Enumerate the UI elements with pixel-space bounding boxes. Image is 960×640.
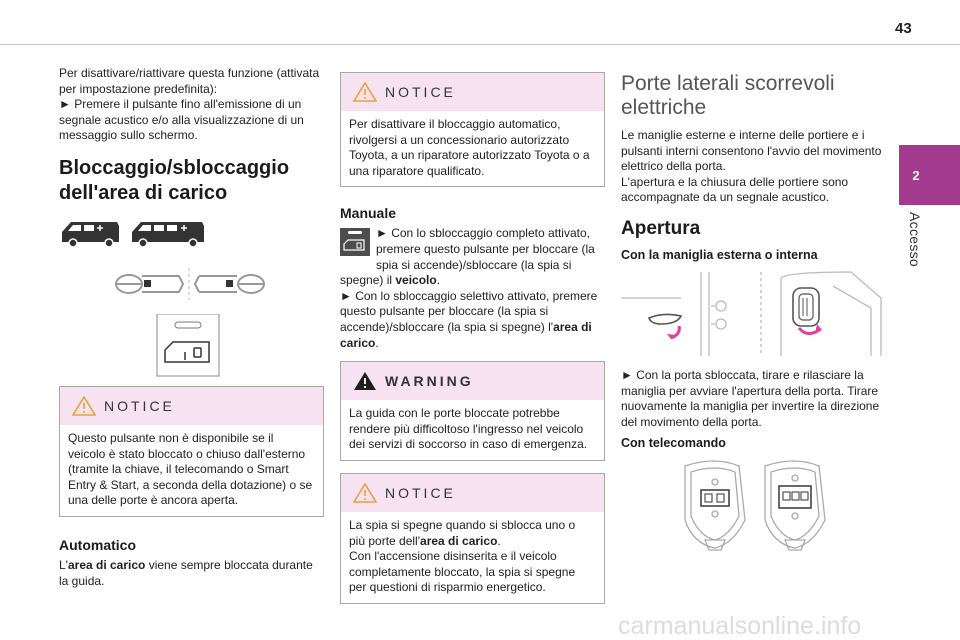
manual-instructions (340, 226, 605, 351)
section-heading-cargo-lock: Bloccaggio/sbloccaggio dell'area di carico (59, 156, 290, 204)
dashboard-switch-figure (59, 262, 324, 306)
switch-right-icon (226, 280, 233, 287)
chapter-label: Accesso (907, 212, 923, 268)
exterior-handle-icon (649, 314, 681, 339)
manual-heading: Manuale (340, 205, 397, 222)
intro-step: ► Premere il pulsante fino all'emissione di un segnale acustico e/o alla visualizzazione di un messaggio sullo schermo. (59, 97, 304, 143)
notice-box-1 (59, 386, 324, 517)
warning-triangle-icon (353, 82, 377, 102)
notice-box-3 (340, 473, 605, 604)
manual-step-1: ► Con lo sbloccaggio completo attivato, premere questo pulsante per bloccare (la spia si accende)/sbloccare (la spia si spegne) il veicolo. (340, 226, 595, 288)
automatic-heading: Automatico (59, 536, 136, 553)
warning-text: La guida con le porte bloccate potrebbe rendere più difficoltoso l'ingresso nel veicolo dei servizi di soccorso in caso di emergenza. (349, 406, 588, 452)
chapter-title: Porte laterali scorrevoli elettriche (621, 72, 835, 119)
notice-text: Questo pulsante non è disponibile se il veicolo è stato bloccato o chiuso dall'esterno (tramite la chiave, il telecomando o Smart Entry & Start, a seconda della dotazione) o se una delle porte è ancora aperta. (68, 430, 313, 508)
intro-paragraph: Per disattivare/riattivare questa funzione (attivata per impostazione predefinita): (59, 66, 320, 96)
warning-triangle-icon (72, 396, 96, 416)
manual-step-2: ► Con lo sbloccaggio selettivo attivato, premere questo pulsante per bloccare (la spia si accende)/sbloccare (la spia si spegne) l'area di carico. (340, 288, 598, 350)
van-short-icon (62, 222, 119, 247)
remote-key-figure (621, 456, 886, 552)
van-long-icon (132, 222, 204, 247)
column-3 (621, 66, 886, 552)
notice-text: La spia si spegne quando si sblocca uno o più porte dell'area di carico. Con l'accensione disinserita e il veicolo completamente bloccato, la spia si spegne per questioni di risparmio energetico. (349, 517, 576, 595)
opening-heading: Apertura (621, 217, 701, 239)
svg-text:carmanualsonline.info: carmanualsonline.info (618, 612, 862, 640)
key-fob-right-icon (765, 461, 825, 550)
notice-title: NOTICE (104, 397, 175, 414)
header-divider (0, 44, 960, 45)
page-number: 43 (895, 20, 912, 37)
intro-2: L'apertura e la chiusura delle portiere sono accompagnate da un segnale acustico. (621, 174, 849, 205)
warning-triangle-icon (353, 483, 377, 503)
automatic-text: L'area di carico viene sempre bloccata durante la guida. (59, 557, 313, 588)
notice-text: Per disattivare il bloccaggio automatico, rivolgersi a un concessionario autorizzato Toyota, a un riparatore autorizzato Toyota o a una riparatore qualificato. (349, 117, 590, 178)
interior-handle-icon (793, 288, 822, 334)
column-2 (340, 72, 605, 604)
cargo-lock-button-icon (340, 228, 370, 256)
warning-box (340, 361, 605, 461)
notice-title: NOTICE (385, 484, 456, 501)
warning-title: WARNING (385, 373, 474, 390)
warning-triangle-filled-icon (353, 371, 377, 391)
notice-title: NOTICE (385, 84, 456, 100)
chapter-number: 2 (912, 168, 920, 183)
door-handle-figure (621, 268, 886, 360)
handle-instructions: ► Con la porta sbloccata, tirare e rilasciare la maniglia per avviare l'apertura della porta. Tirare nuovamente la maniglia per invertire la direzione del movimento della porta. (621, 367, 880, 429)
cargo-lock-button-figure (59, 314, 324, 378)
column-1 (59, 66, 324, 589)
intro-1: Le maniglie esterne e interne delle portiere e i pulsanti interni consentono l'avvio del movimento elettrico della porta. (621, 128, 882, 174)
switch-left-icon (144, 280, 151, 287)
notice-box-2 (340, 72, 605, 187)
handle-heading: Con la maniglia esterna o interna (621, 247, 818, 262)
key-fob-left-icon (685, 461, 745, 550)
watermark (618, 608, 948, 640)
remote-heading: Con telecomando (621, 436, 726, 451)
van-silhouettes-figure (59, 216, 324, 254)
